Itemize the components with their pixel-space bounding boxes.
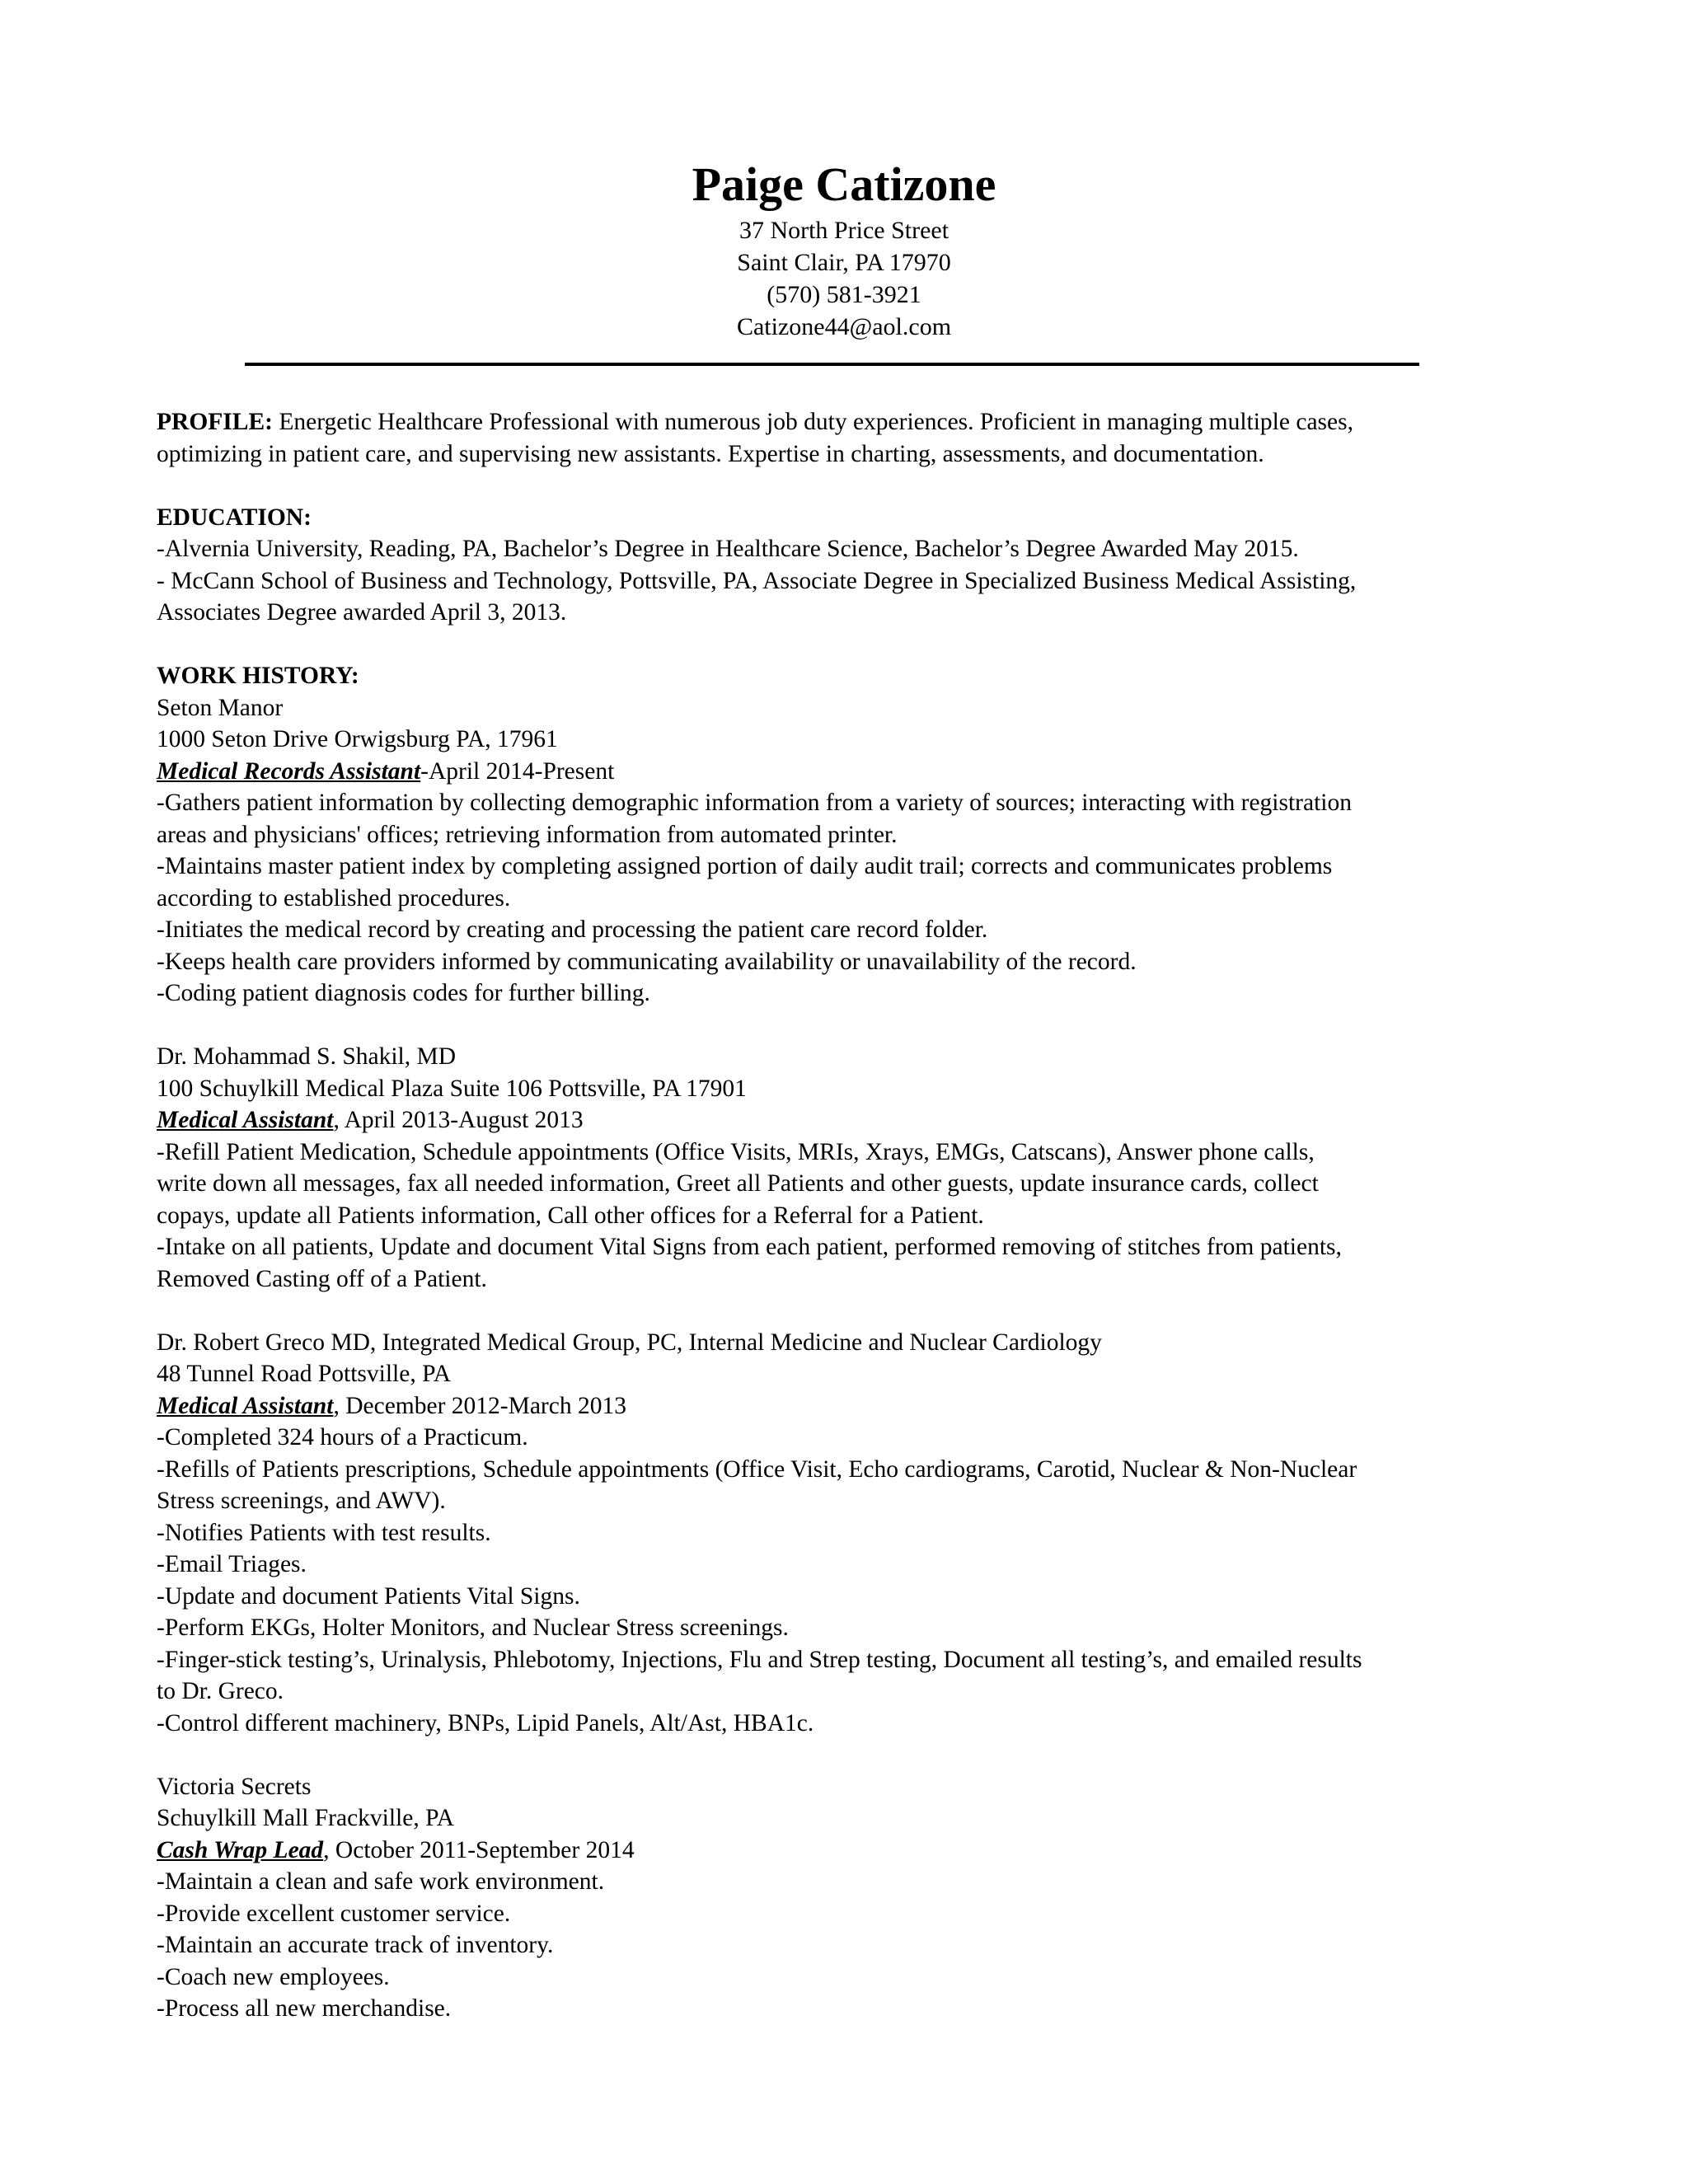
profile-line-2: optimizing in patient care, and supervising new assistants. Expertise in charting, assessments, and documentation.	[157, 440, 1264, 467]
duty-line: -Maintain a clean and safe work environment.	[157, 1868, 605, 1895]
education-line: -Alvernia University, Reading, PA, Bachelor’s Degree in Healthcare Science, Bachelor’s Degree Awarded May 2015.	[157, 536, 1299, 562]
section-spacer	[157, 1010, 1525, 1042]
duty-line: -Keeps health care providers informed by communicating availability or unavailability of the record.	[157, 948, 1137, 975]
education-line: - McCann School of Business and Technology, Pottsville, PA, Associate Degree in Specialized Business Medical Assisting,	[157, 567, 1357, 594]
duty-line: -Finger-stick testing’s, Urinalysis, Phlebotomy, Injections, Flu and Strep testing, Document all testing’s, and emailed results	[157, 1646, 1362, 1673]
duty-line: -Maintain an accurate track of inventory.	[157, 1932, 554, 1958]
profile-text-1: Energetic Healthcare Professional with numerous job duty experiences. Proficient in managing multiple cases,	[272, 409, 1353, 435]
education-heading: EDUCATION:	[157, 504, 312, 531]
duty-line: -Notifies Patients with test results.	[157, 1519, 491, 1546]
duty-line: areas and physicians' offices; retrieving information from automated printer.	[157, 821, 898, 848]
resume-header	[0, 155, 1688, 343]
duty-line: -Completed 324 hours of a Practicum.	[157, 1424, 528, 1451]
employer-address: 100 Schuylkill Medical Plaza Suite 106 Pottsville, PA 17901	[157, 1075, 747, 1102]
duty-line: -Intake on all patients, Update and document Vital Signs from each patient, performed removing of stitches from patients,	[157, 1234, 1342, 1260]
duty-line: to Dr. Greco.	[157, 1678, 284, 1704]
duty-line: Removed Casting off of a Patient.	[157, 1265, 487, 1292]
street-address: 37 North Price Street	[738, 217, 950, 244]
job-title-line	[157, 1104, 1525, 1137]
duty-line: -Refill Patient Medication, Schedule appointments (Office Visits, MRIs, Xrays, EMGs, Catscans), Answer phone calls,	[157, 1138, 1315, 1165]
duty-line: according to established procedures.	[157, 884, 511, 912]
resume-body	[157, 406, 1525, 2025]
job-title: Cash Wrap Lead	[157, 1836, 324, 1863]
education-line: Associates Degree awarded April 3, 2013.	[157, 599, 567, 626]
duty-line: -Coach new employees.	[157, 1963, 390, 1990]
job-title: Medical Assistant	[157, 1392, 334, 1419]
email-address: Catizone44@aol.com	[736, 313, 952, 340]
duty-line: write down all messages, fax all needed information, Greet all Patients and other guests, update insurance cards, collect	[157, 1170, 1319, 1197]
phone-number: (570) 581-3921	[767, 281, 921, 308]
duty-line: -Refills of Patients prescriptions, Schedule appointments (Office Visit, Echo cardiograms, Carotid, Nuclear & Non-Nuclear	[157, 1455, 1357, 1483]
work-history-heading: WORK HISTORY:	[157, 663, 359, 689]
job-dates: , October 2011-September 2014	[323, 1836, 635, 1863]
employer-name: Dr. Mohammad S. Shakil, MD	[157, 1043, 457, 1070]
employer-address: Schuylkill Mall Frackville, PA	[157, 1805, 455, 1831]
section-spacer	[157, 629, 1525, 661]
city-state-zip: Saint Clair, PA 17970	[737, 249, 951, 276]
duty-line: Stress screenings, and AWV).	[157, 1488, 446, 1514]
duty-line: -Control different machinery, BNPs, Lipid Panels, Alt/Ast, HBA1c.	[157, 1709, 814, 1736]
job-dates: -April 2014-Present	[420, 757, 615, 785]
duty-line: -Provide excellent customer service.	[157, 1900, 511, 1927]
job-title: Medical Assistant	[157, 1107, 334, 1133]
job-title-line	[157, 1390, 1525, 1422]
profile-line-1	[157, 406, 1525, 438]
duty-line: -Maintains master patient index by completing assigned portion of daily audit trail; corrects and communicates problems	[157, 853, 1333, 879]
profile-heading: PROFILE:	[157, 409, 273, 435]
employer-name: Seton Manor	[157, 694, 284, 721]
job-dates: , December 2012-March 2013	[333, 1392, 626, 1419]
duty-line: -Gathers patient information by collecting demographic information from a variety of sources; interacting with registration	[157, 790, 1352, 816]
duty-line: -Process all new merchandise.	[157, 1995, 452, 2022]
candidate-name: Paige Catizone	[692, 157, 996, 211]
duty-line: -Update and document Patients Vital Signs.	[157, 1582, 580, 1610]
job-title: Medical Records Assistant	[157, 757, 421, 785]
employer-address: 48 Tunnel Road Pottsville, PA	[157, 1361, 452, 1387]
job-title-line	[157, 1835, 1525, 1867]
header-divider	[245, 363, 1419, 366]
duty-line: -Perform EKGs, Holter Monitors, and Nuclear Stress screenings.	[157, 1615, 789, 1641]
duty-line: copays, update all Patients information, Call other offices for a Referral for a Patient.	[157, 1202, 984, 1229]
duty-line: -Email Triages.	[157, 1551, 307, 1577]
job-dates: , April 2013-August 2013	[333, 1107, 584, 1133]
duty-line: -Coding patient diagnosis codes for further billing.	[157, 980, 650, 1006]
section-spacer	[157, 470, 1525, 502]
employer-address: 1000 Seton Drive Orwigsburg PA, 17961	[157, 726, 558, 752]
section-spacer	[157, 1295, 1525, 1327]
job-title-line	[157, 756, 1525, 788]
employer-name: Victoria Secrets	[157, 1773, 312, 1800]
section-spacer	[157, 1739, 1525, 1771]
duty-line: -Initiates the medical record by creating and processing the patient care record folder.	[157, 916, 988, 943]
employer-name: Dr. Robert Greco MD, Integrated Medical Group, PC, Internal Medicine and Nuclear Cardiology	[157, 1329, 1102, 1356]
